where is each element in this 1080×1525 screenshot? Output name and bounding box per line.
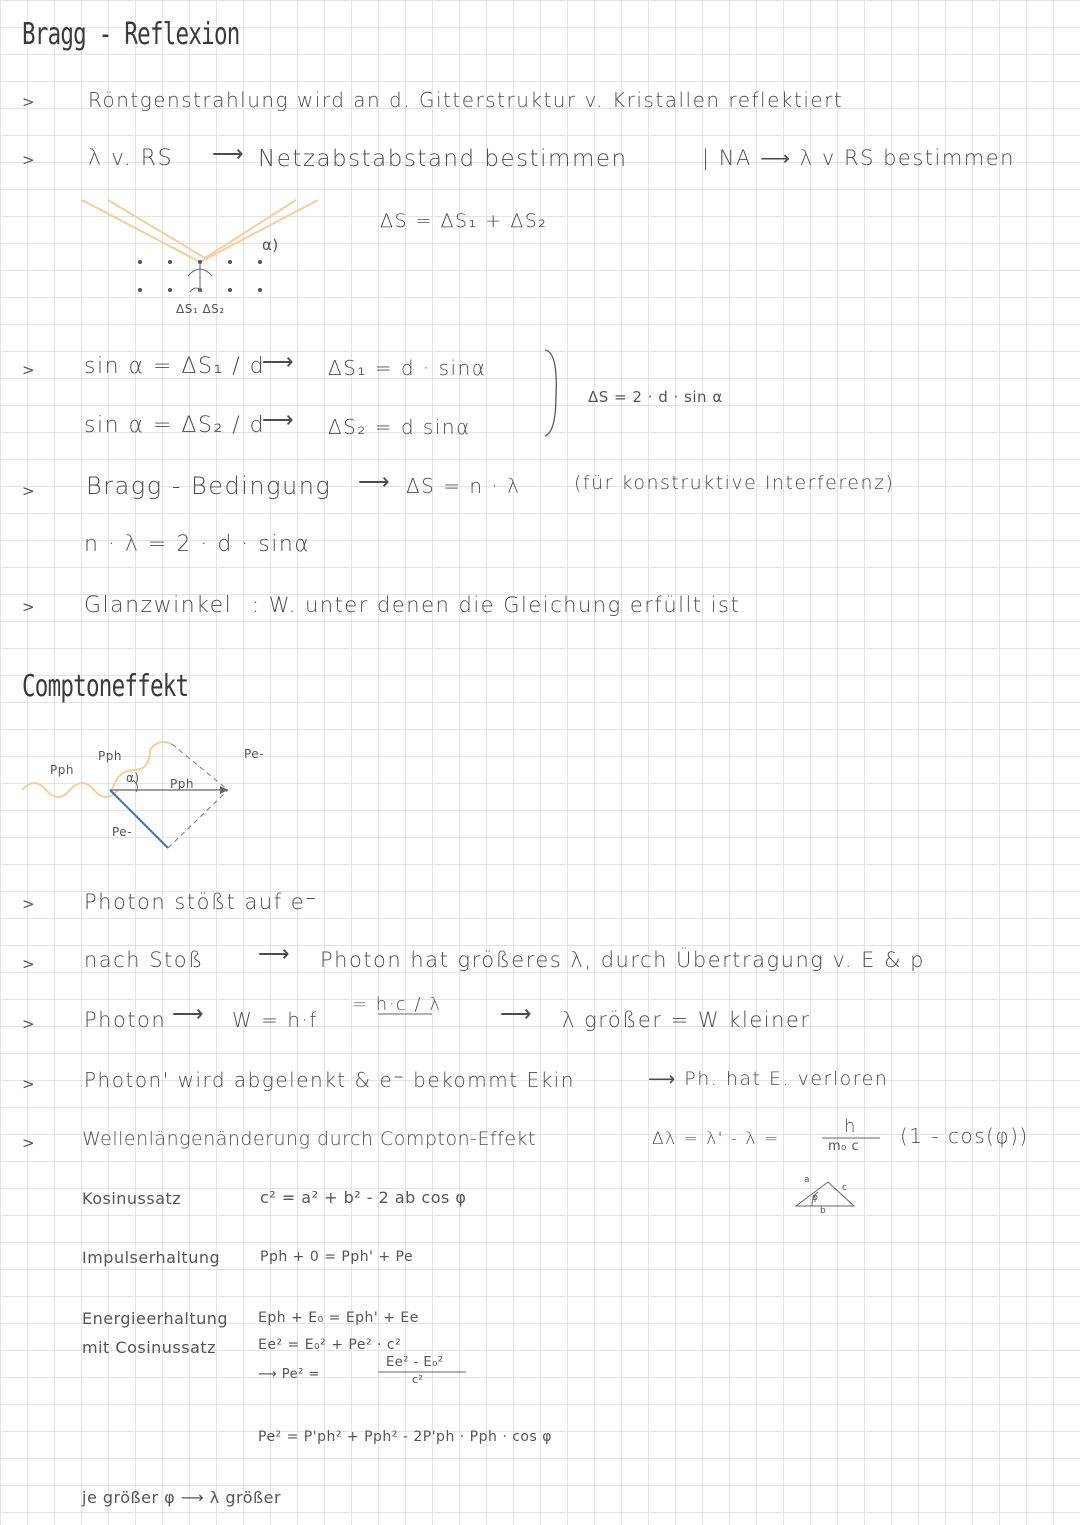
compton-line-3b: W = h·f (232, 1008, 318, 1032)
arrow: ⟶ (172, 1002, 206, 1027)
bragg-line-2b: Netzabstabstand bestimmen (258, 146, 628, 172)
compton-line-2a: nach Stoß (84, 948, 204, 972)
kosinussatz-eq: c² = a² + b² - 2 ab cos φ (260, 1188, 467, 1207)
arrow: ⟶ (262, 408, 296, 433)
bullet: > (22, 93, 36, 111)
arrow: ⟶ (500, 1002, 534, 1027)
energieerhaltung-frac-den: c² (412, 1373, 424, 1386)
pe-top-label: Pe- (244, 747, 265, 761)
bullet: > (22, 361, 36, 379)
bragg-title: Bragg - Reflexion (22, 17, 240, 52)
ds1-eq: ΔS₁ = d · sinα (328, 356, 487, 380)
compton-line-3a: Photon (84, 1008, 167, 1032)
energieerhaltung-eq-3: ⟶ Pe² = (258, 1367, 320, 1382)
bullet: > (22, 151, 36, 169)
pph-mid-label: Pph (170, 777, 194, 791)
arrow: ⟶ (212, 142, 246, 167)
bullet: > (22, 895, 36, 913)
energieerhaltung-eq-1: Eph + E₀ = Eph' + Ee (258, 1310, 419, 1326)
delta-lambda-den: m₀ c (828, 1139, 860, 1154)
compton-line-3d: λ größer = W kleiner (562, 1008, 811, 1032)
impulserhaltung-eq: Pph + 0 = Pph' + Pe (260, 1249, 414, 1265)
bullet: > (22, 482, 36, 500)
arrow: ⟶ (358, 470, 392, 495)
triangle-label-phi: φ (812, 1193, 819, 1203)
bragg-condition-note: (für konstruktive Interferenz) (574, 472, 895, 494)
bragg-condition-label: Bragg - Bedingung (86, 472, 332, 500)
bullet: > (22, 1134, 36, 1152)
bragg-line-1: Röntgenstrahlung wird an d. Gitterstruktur v. Kristallen reflektiert (88, 88, 844, 112)
triangle-label-c: c (842, 1183, 848, 1193)
delta-lambda-eq: Δλ = λ' - λ = (652, 1129, 780, 1149)
glanzwinkel-text: : W. unter denen die Gleichung erfüllt ist (252, 593, 741, 617)
pph-in-label: Pph (50, 763, 74, 777)
sin-eq-2: sin α = ΔS₂ / d (84, 413, 266, 438)
compton-line-1: Photon stößt auf e⁻ (84, 890, 318, 914)
pph-top-label: Pph (98, 749, 122, 763)
cosinussatz-note: mit Cosinussatz (82, 1338, 217, 1357)
glanzwinkel-label: Glanzwinkel (84, 593, 233, 618)
bullet: > (22, 1075, 36, 1093)
delta-lambda-cos: (1 - cos(φ)) (900, 1124, 1029, 1148)
compton-line-4b: ⟶ Ph. hat E. verloren (648, 1068, 889, 1090)
ds-total-eq: ΔS = 2 · d · sin α (588, 388, 723, 406)
bragg-formula: n · λ = 2 · d · sinα (84, 532, 311, 557)
bragg-line-2a: λ v. RS (88, 146, 174, 171)
pe-bottom-label: Pe- (112, 825, 133, 839)
compton-line-5: Wellenlängenänderung durch Compton-Effekt (82, 1128, 537, 1150)
delta-lambda-num: h (844, 1116, 857, 1137)
triangle-label-b: b (820, 1206, 827, 1216)
final-note: je größer φ ⟶ λ größer (82, 1488, 282, 1507)
bragg-figure-alpha: α) (262, 236, 279, 254)
bragg-condition-eq: ΔS = n · λ (406, 474, 521, 498)
energieerhaltung-label: Energieerhaltung (82, 1309, 229, 1328)
bragg-figure-ds: ΔS₁ ΔS₂ (176, 302, 225, 316)
kosinussatz-label: Kosinussatz (82, 1189, 182, 1208)
compton-line-2b: Photon hat größeres λ, durch Übertragung v. E & p (320, 948, 926, 972)
compton-line-3c: = h·c / λ (352, 994, 442, 1015)
bullet: > (22, 598, 36, 616)
pe-squared-eq: Pe² = P'ph² + Pph² - 2P'ph · Pph · cos φ (258, 1429, 552, 1445)
sin-eq-1: sin α = ΔS₁ / d (84, 354, 266, 379)
ds-sum: ΔS = ΔS₁ + ΔS₂ (380, 210, 548, 232)
impulserhaltung-label: Impulserhaltung (82, 1248, 221, 1267)
arrow: ⟶ (262, 350, 296, 375)
bragg-line-2c: | NA ⟶ λ v RS bestimmen (702, 146, 1015, 170)
bullet: > (22, 955, 36, 973)
bullet: > (22, 1015, 36, 1033)
ds2-eq: ΔS₂ = d sinα (328, 415, 471, 439)
compton-figure-alpha: α) (126, 771, 140, 785)
compton-title: Comptoneffekt (22, 669, 189, 704)
compton-line-4a: Photon' wird abgelenkt & e⁻ bekommt Ekin (84, 1068, 575, 1092)
arrow: ⟶ (258, 942, 292, 967)
energieerhaltung-eq-2: Ee² = E₀² + Pe² · c² (258, 1337, 402, 1353)
energieerhaltung-frac-num: Ee² - E₀² (386, 1355, 444, 1370)
triangle-label-a: a (804, 1175, 811, 1185)
